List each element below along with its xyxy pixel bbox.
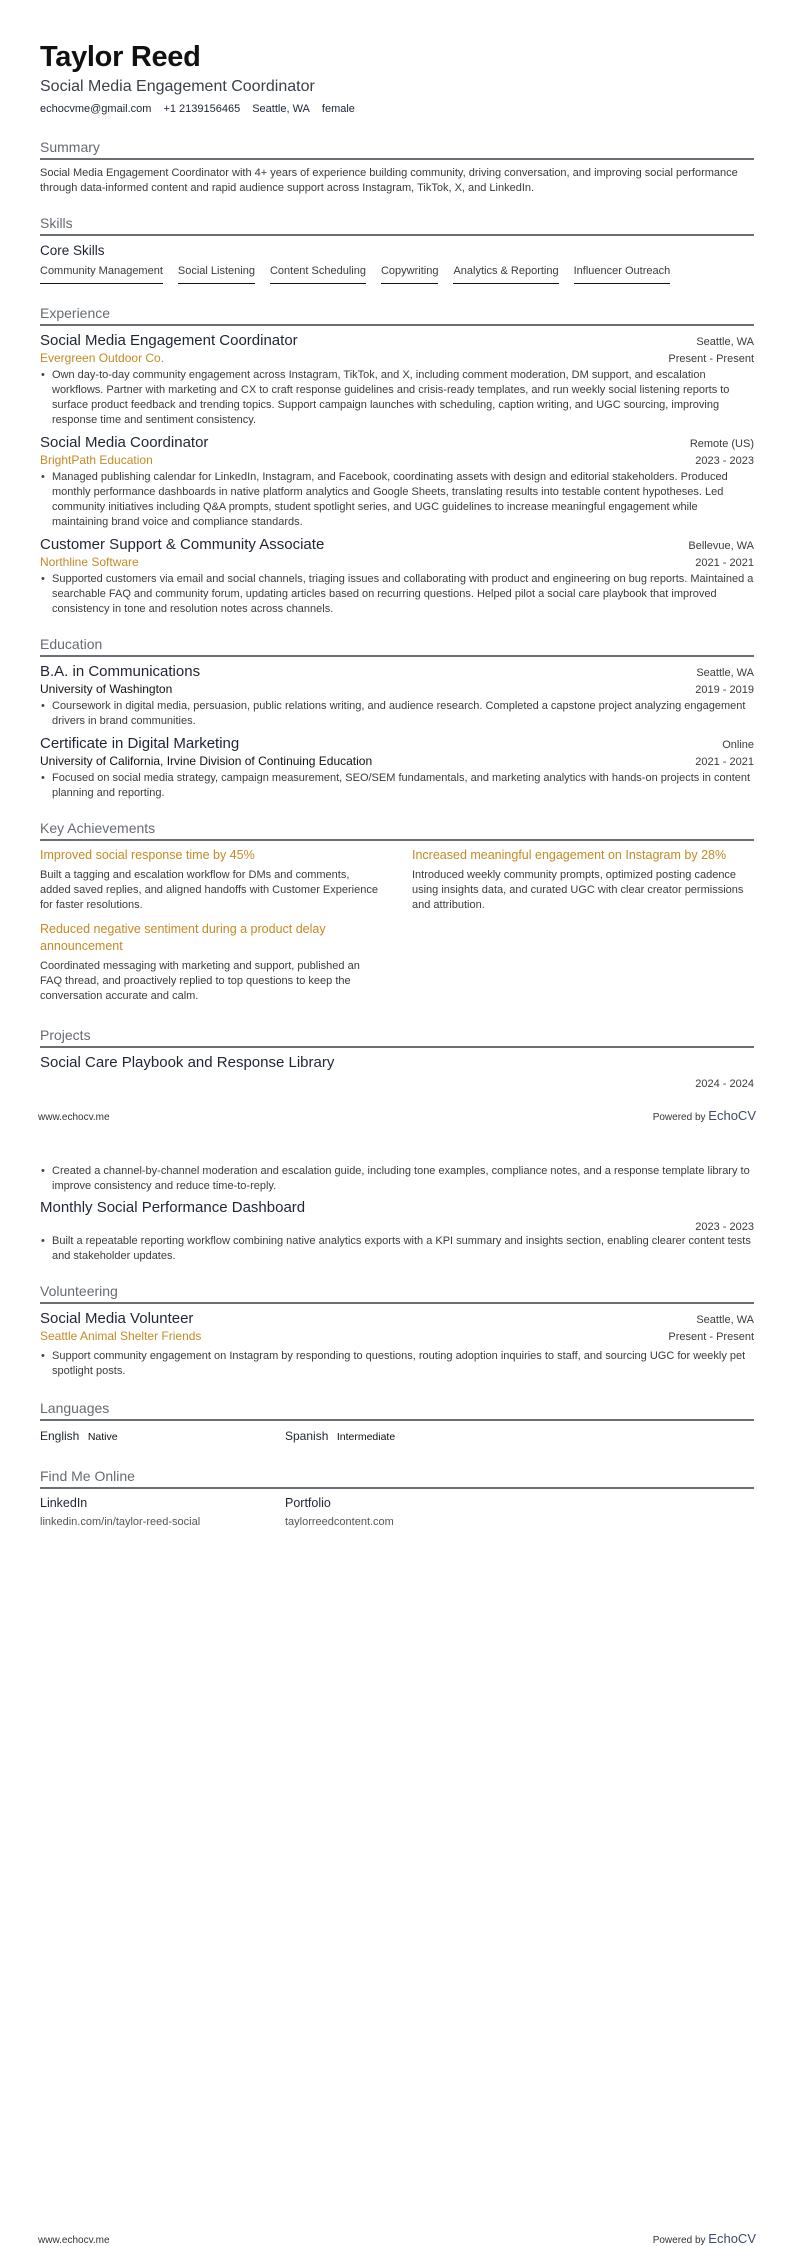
languages-section [40,1399,754,1445]
job-dates: 2021 - 2021 [695,557,754,569]
online-label-portfolio: Portfolio [285,1496,331,1510]
achievement-desc: Introduced weekly community prompts, optimized posting cadence using insights data, and curated UGC with clear creator permissions and attribution. [412,869,744,911]
achievements-section [40,819,754,1012]
education-bullet: • Focused on social media strategy, campaign measurement, SEO/SEM fundamentals, and marketing analytics with hands-on projects in content planning and reporting. [40,771,754,801]
candidate-title: Social Media Engagement Coordinator [40,78,315,95]
education-entry [40,734,754,801]
skill-tag: Social Listening [178,264,255,284]
achievement-item [40,921,382,1004]
footer-powered-by [653,1108,756,1123]
summary-text: Social Media Engagement Coordinator with 4+ years of experience building community, driving conversation, and improving social performance through data-informed content and rapid audience support across Instagram, TikTok, X, and LinkedIn. [40,167,738,194]
achievement-desc: Built a tagging and escalation workflow for DMs and comments, added saved replies, and aligned handoffs with Customer Experience for faster resolutions. [40,869,378,911]
candidate-name: Taylor Reed [40,41,201,73]
achievement-title: Reduced negative sentiment during a product delay announcement [40,922,326,953]
job-title: Social Media Coordinator [40,434,209,451]
footer-site-link[interactable]: www.echocv.me [38,1112,110,1123]
resume-page-2 [0,1123,794,2246]
section-heading-summary: Summary [40,138,754,160]
summary-section [40,138,754,196]
language-level: Native [87,1431,118,1443]
online-section [40,1467,754,1530]
job-location: Bellevue, WA [688,540,754,552]
job-bullet: • Own day-to-day community engagement across Instagram, TikTok, and X, including comment moderation, DM support, and escalation workflows. Partner with marketing and CX to craft response guidelines and crisis-ready templates, and run weekly social listening reports to surface product feedback and trending topics. Support campaign launches with scheduling, caption writing, and UGC sourcing, improving response time and sentiment consistency. [40,368,754,428]
skill-tag: Analytics & Reporting [453,264,558,284]
section-heading-projects: Projects [40,1026,754,1048]
education-dates: 2021 - 2021 [695,756,754,768]
achievement-title: Increased meaningful engagement on Instagram by 28% [412,848,727,862]
contact-line [40,102,754,116]
job-bullet: • Supported customers via email and social channels, triaging issues and collaborating with product and engineering on bug reports. Maintained a searchable FAQ and community forum, updating articles based on recurring questions. Helped pilot a social care playbook that improved consistency in tone and resolution notes across channels. [40,572,754,617]
experience-section [40,304,754,617]
achievement-title: Improved social response time by 45% [40,848,255,862]
education-bullet: • Coursework in digital media, persuasion, public relations writing, and audience research. Completed a capstone project analyzing engagement drivers in brand communities. [40,699,754,729]
degree-title: B.A. in Communications [40,663,201,680]
contact-location: Seattle, WA [252,103,310,115]
section-heading-experience: Experience [40,304,754,326]
project-bullet: • Built a repeatable reporting workflow combining native analytics exports with a KPI summary and insights section, enabling clearer content tests and stakeholder updates. [40,1234,754,1264]
language-name: Spanish [285,1429,329,1443]
company-name: BrightPath Education [40,453,153,467]
language-level: Intermediate [336,1431,396,1443]
contact-gender: female [321,103,355,115]
section-heading-volunteering: Volunteering [40,1282,754,1304]
volunteer-bullet: • Support community engagement on Instagram by responding to questions, routing adoption inquiries to staff, and sourcing UGC for weekly pet spotlight posts. [40,1349,754,1379]
skills-group-title: Core Skills [40,243,105,258]
page-footer [38,2231,756,2246]
skill-tag: Content Scheduling [270,264,366,284]
page-footer [38,1108,756,1123]
experience-entry [40,331,754,428]
online-item [285,1495,530,1530]
skills-section [40,214,754,284]
powered-by-label: Powered by [652,1112,706,1123]
achievement-item [412,847,754,913]
experience-entry [40,433,754,530]
section-heading-education: Education [40,635,754,657]
job-bullet: • Managed publishing calendar for LinkedIn, Instagram, and Facebook, coordinating assets with design and editorial stakeholders. Produced monthly performance dashboards in native platform analytics and Google Sheets, translating results into testable content hypotheses. Led community initiatives including Q&A prompts, student spotlight series, and UGC guidelines to increase meaningful engagement while maintaining brand voice and compliance standards. [40,470,754,530]
section-heading-skills: Skills [40,214,754,236]
volunteering-section [40,1282,754,1379]
project-dates: 2024 - 2024 [695,1078,754,1090]
achievement-item [40,847,382,913]
skill-tag: Influencer Outreach [574,264,671,284]
job-location: Remote (US) [689,438,754,450]
school-name: University of Washington [40,682,173,696]
language-name: English [40,1429,80,1443]
contact-email[interactable]: echocvme@gmail.com [40,103,152,115]
online-item [40,1495,285,1530]
language-item [40,1427,285,1445]
language-item [285,1427,530,1445]
portfolio-link[interactable]: taylorreedcontent.com [285,1516,394,1528]
powered-by-label: Powered by [652,2235,706,2246]
company-name: Evergreen Outdoor Co. [40,351,165,365]
education-entry [40,662,754,729]
job-title: Customer Support & Community Associate [40,536,325,553]
echocv-brand[interactable]: EchoCV [708,2231,756,2246]
volunteer-dates: Present - Present [668,1331,754,1343]
job-title: Social Media Engagement Coordinator [40,332,298,349]
section-heading-languages: Languages [40,1399,754,1421]
echocv-brand[interactable]: EchoCV [708,1108,756,1123]
job-dates: 2023 - 2023 [695,455,754,467]
job-dates: Present - Present [668,353,754,365]
contact-phone[interactable]: +1 2139156465 [163,103,241,115]
project-entry [40,1198,754,1264]
volunteer-role: Social Media Volunteer [40,1310,194,1327]
linkedin-link[interactable]: linkedin.com/in/taylor-reed-social [40,1516,201,1528]
project-continuation [40,1164,754,1264]
degree-title: Certificate in Digital Marketing [40,735,240,752]
school-location: Online [722,739,754,751]
section-heading-achievements: Key Achievements [40,819,754,841]
volunteer-entry [40,1309,754,1379]
project-dates: 2023 - 2023 [695,1221,754,1233]
school-name: University of California, Irvine Division of Continuing Education [40,754,373,768]
footer-powered-by [653,2231,756,2246]
project-title: Monthly Social Performance Dashboard [40,1199,306,1216]
school-location: Seattle, WA [696,667,754,679]
skill-tag: Community Management [40,264,163,284]
volunteer-org: Seattle Animal Shelter Friends [40,1329,202,1343]
skill-tag: Copywriting [381,264,438,284]
section-heading-online: Find Me Online [40,1467,754,1489]
experience-entry [40,535,754,617]
footer-site-link[interactable]: www.echocv.me [38,2235,110,2246]
education-section [40,635,754,801]
project-title: Social Care Playbook and Response Library [40,1054,335,1071]
online-label-linkedin: LinkedIn [40,1496,88,1510]
company-name: Northline Software [40,555,139,569]
volunteer-location: Seattle, WA [696,1314,754,1326]
projects-section [40,1026,754,1090]
project-entry [40,1053,754,1090]
education-dates: 2019 - 2019 [695,684,754,696]
project-bullet: • Created a channel-by-channel moderation and escalation guide, including tone examples, compliance notes, and a response template library to improve consistency and reduce time-to-reply. [40,1164,754,1194]
job-location: Seattle, WA [696,336,754,348]
achievement-desc: Coordinated messaging with marketing and support, published an FAQ thread, and proactively replied to top questions to keep the conversation accurate and calm. [40,960,360,1002]
skills-list [40,264,754,284]
